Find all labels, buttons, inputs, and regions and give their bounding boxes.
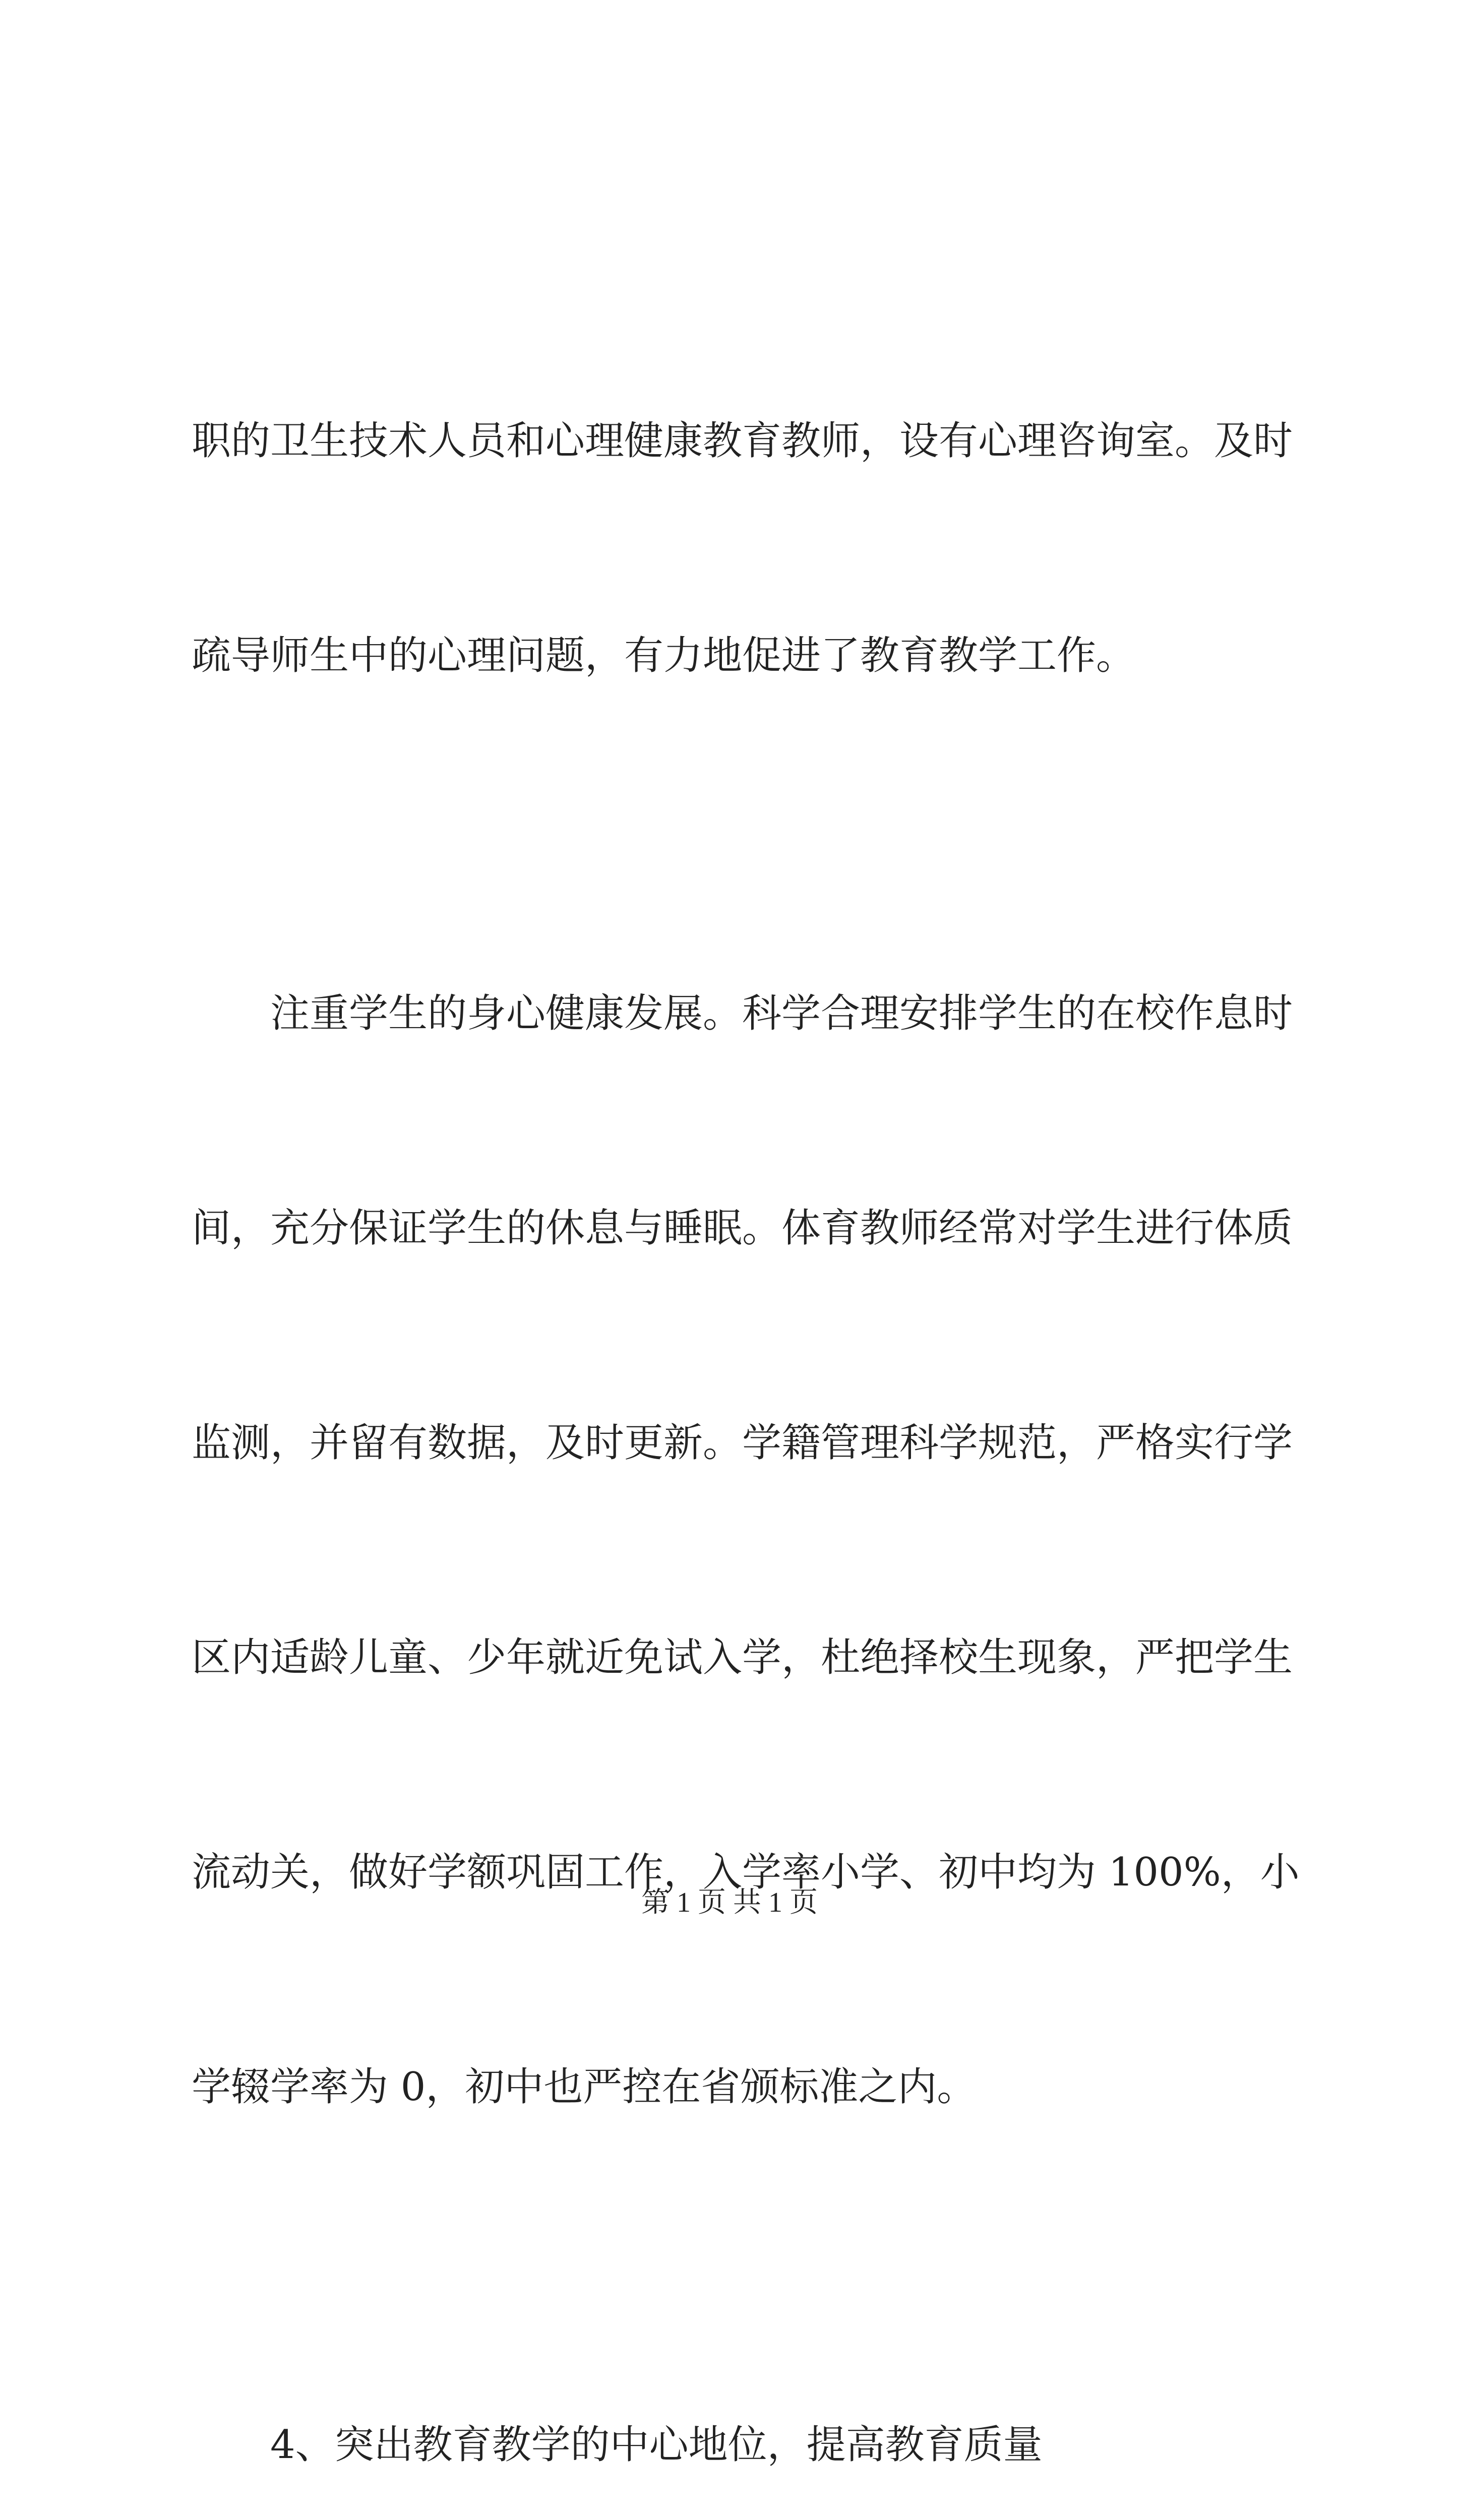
text-line: 疏导师生中的心理问题，有力地促进了教育教学工作。 <box>192 633 1136 678</box>
section-heading <box>192 2266 1281 2520</box>
text-line: 4、突出教育教学的中心地位，提高教育质量 <box>270 2422 1043 2468</box>
text-line: 区内适龄儿童、少年就近免试入学，杜绝择校生现象，严把学生 <box>192 1635 1293 1680</box>
text-line: 注重学生的身心健康发展。科学合理安排学生的在校作息时 <box>270 991 1293 1036</box>
paragraph <box>192 835 1300 2266</box>
paragraph <box>192 262 1293 835</box>
text-line: 流动关，做好学额巩固工作，入学率小学、初中均为 100%，小 <box>192 1850 1300 1895</box>
text-line: 监测，并留有数据，及时更新。学籍管理科学规范，严格实行学 <box>192 1420 1293 1466</box>
page-footer <box>0 1880 1459 1920</box>
page-number-label: 第 1 页 共 1 页 <box>641 1887 818 1918</box>
text-line: 间，充分保证学生的休息与睡眠。体育教师经常对学生进行体质 <box>192 1206 1293 1251</box>
text-line: 职的卫生技术人员和心理健康教育教师，设有心理咨询室。及时 <box>192 418 1293 464</box>
text-line: 学辍学率为 0，初中也严控在省颁标准之内。 <box>192 2064 977 2110</box>
document-body <box>192 262 1300 2520</box>
